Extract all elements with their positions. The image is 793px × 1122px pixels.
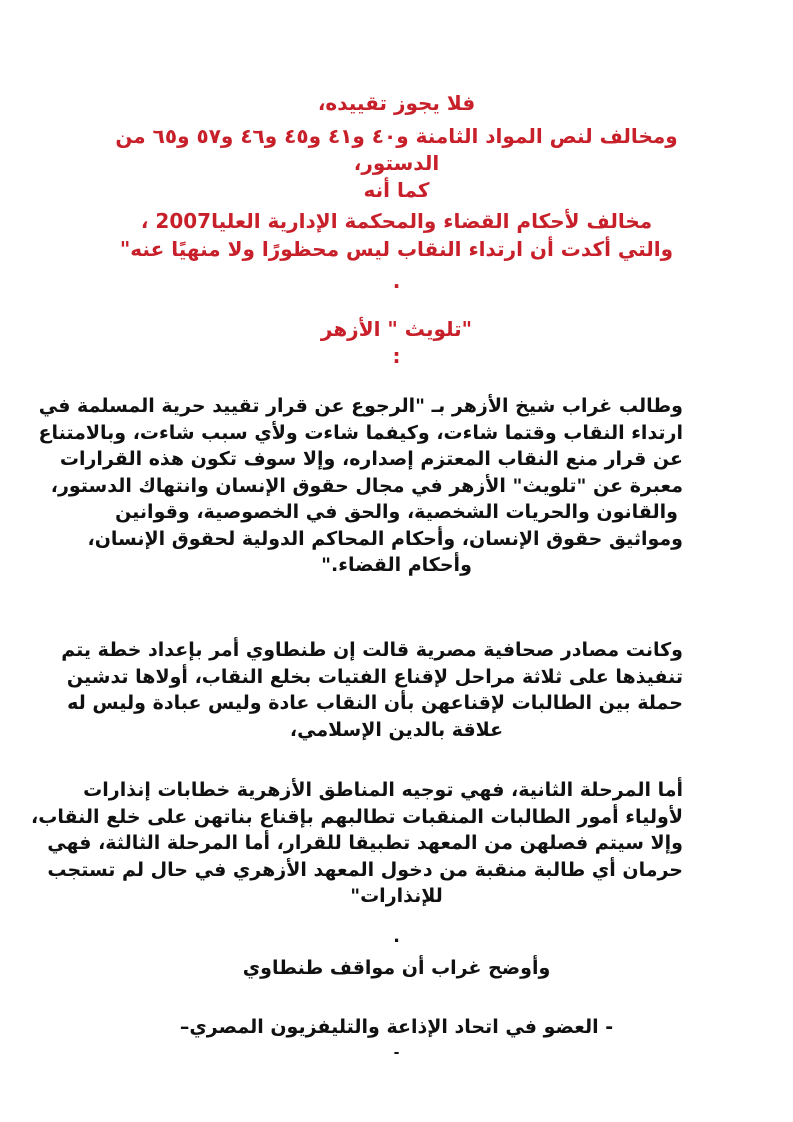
- para2-line: وكانت مصادر صحافية مصرية قالت إن طنطاوي أمر بإعداد خطة يتم: [61, 639, 683, 661]
- trailing-dash: -: [393, 1045, 400, 1061]
- paragraph-1: [38, 393, 683, 579]
- para3-line: أما المرحلة الثانية، فهي توجيه المناطق الأزهرية خطابات إنذارات: [83, 779, 683, 801]
- red-dot: .: [392, 269, 401, 293]
- para3-line: حرمان أي طالبة منقبة من دخول المعهد الأزهري في حال لم تستجب: [47, 858, 683, 881]
- para2-line: تنفيذها على ثلاثة مراحل لإقناع الفتيات بخلع النقاب، أولاها تدشين: [66, 665, 683, 688]
- paragraph-3: [31, 777, 683, 910]
- para1-line: وأحكام القضاء.": [321, 554, 472, 576]
- para2-line: علاقة بالدين الإسلامي،: [289, 718, 504, 741]
- para1-line: معبرة عن "تلويث" الأزهر في مجال حقوق الإنسان وانتهاك الدستور،: [50, 474, 683, 497]
- section-heading: "تلويث " الأزهر: [320, 317, 473, 341]
- para1-line: ومواثيق حقوق الإنسان، وأحكام المحاكم الدولية لحقوق الإنسان،: [87, 527, 683, 550]
- para2-line: حملة بين الطالبات لإقناعهن بأن النقاب عادة وليس عبادة وليس له: [67, 692, 683, 714]
- para1-line: ارتداء النقاب وقتما شاءت، وكيفما شاءت ولأي سبب شاءت، وبالامتناع: [38, 421, 683, 444]
- red-line-6: والتي أكدت أن ارتداء النقاب ليس محظورًا ولا منهيًا عنه": [119, 237, 674, 261]
- paragraph-2: [61, 637, 683, 743]
- red-line-2: ومخالف لنص المواد الثامنة و٤٠ و٤١ و٤٥ و٤٦ و٥٧ و٦٥ من: [115, 124, 678, 148]
- para1-line: وطالب غراب شيخ الأزهر بـ "الرجوع عن قرار تقييد حرية المسلمة في: [38, 395, 683, 417]
- para1-line: والقانون والحريات الشخصية، والحق في الخصوصية، وقوانين: [115, 501, 678, 523]
- separator-dot: .: [393, 926, 400, 947]
- para1-line: عن قرار منع النقاب المعتزم إصداره، وإلا سوف تكون هذه القرارات: [59, 448, 683, 470]
- para3-line: للإنذارات": [350, 885, 443, 907]
- closing-sentence: وأوضح غراب أن مواقف طنطاوي: [242, 957, 551, 979]
- para3-line: وإلا سيتم فصلهن من المعهد تطبيقا للقرار، أما المرحلة الثالثة، فهي: [47, 832, 683, 854]
- red-colon: :: [392, 344, 401, 368]
- member-line: - العضو في اتحاد الإذاعة والتليفزيون المصري–: [179, 1016, 614, 1038]
- red-line-3: الدستور،: [353, 151, 440, 175]
- para3-line: لأولياء أمور الطالبات المنقبات تطالبهم بإقناع بناتهن على خلع النقاب،: [31, 805, 683, 828]
- red-line-1: فلا يجوز تقييده،: [317, 91, 476, 115]
- red-line-4: كما أنه: [363, 178, 430, 202]
- red-line-5: مخالف لأحكام القضاء والمحكمة الإدارية العليا2007 ،: [140, 209, 653, 233]
